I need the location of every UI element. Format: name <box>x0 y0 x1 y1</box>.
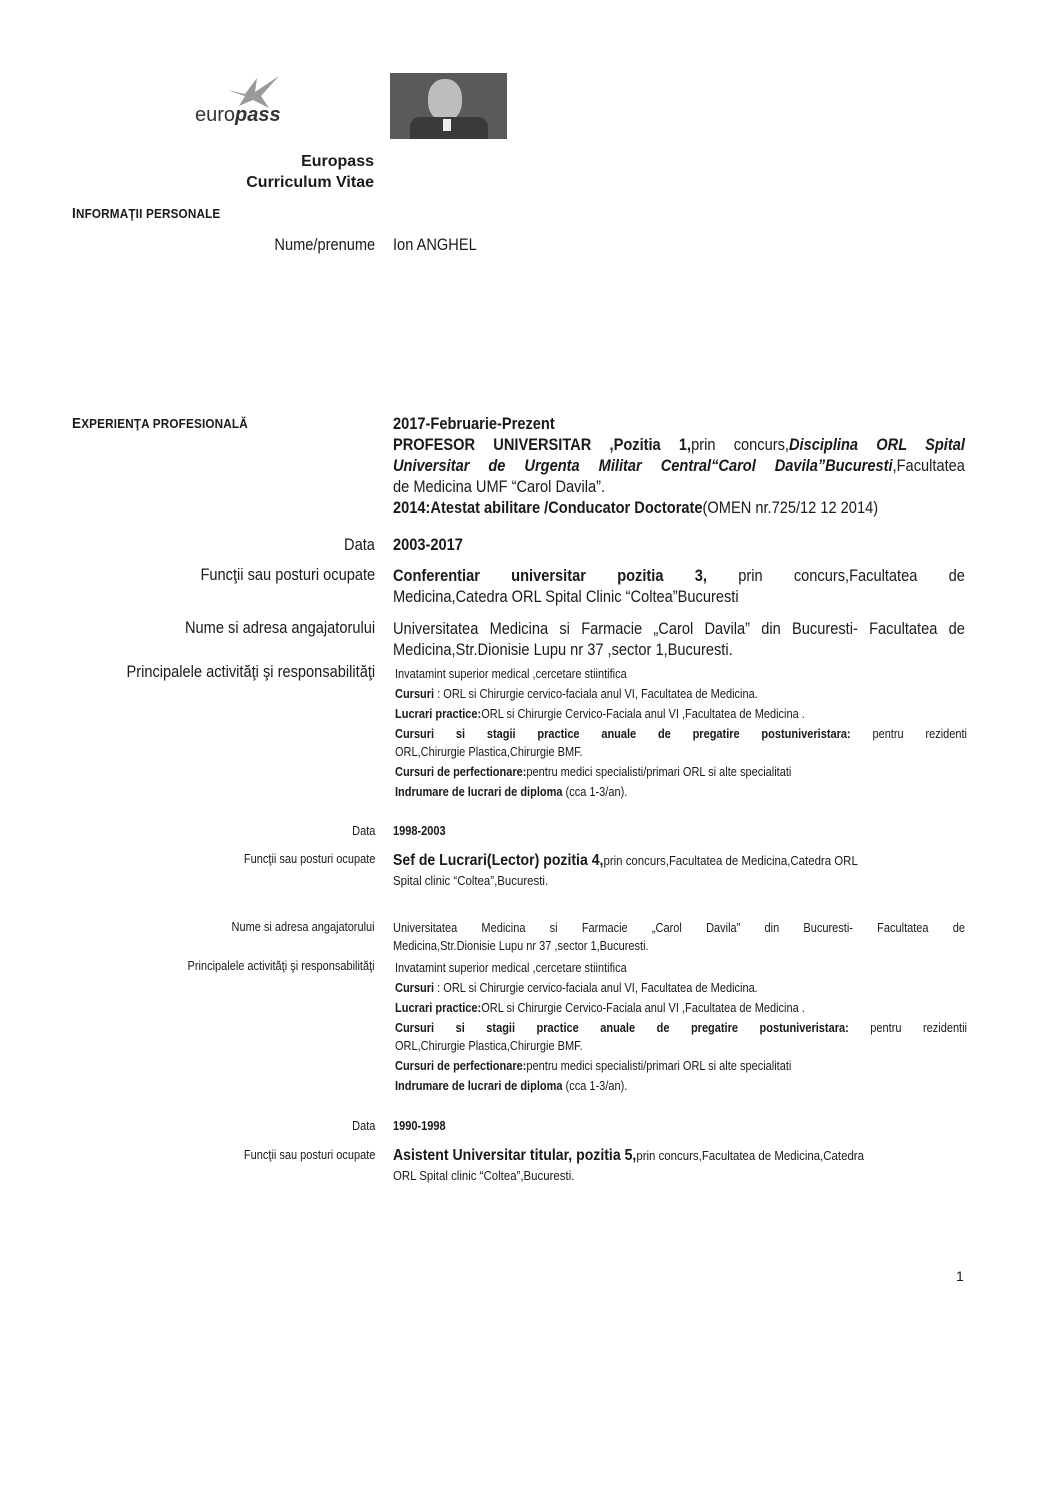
profile-photo <box>390 73 507 139</box>
job3-positions <box>393 1145 965 1186</box>
act-line: ORL,Chirurgie Plastica,Chirurgie BMF. <box>395 1039 583 1053</box>
act-line <box>395 762 967 782</box>
t: ORL si Chirurgie Cervico-Faciala anul VI ,Facultatea de Medicina . <box>481 1001 805 1015</box>
t: (cca 1-3/an). <box>562 785 628 799</box>
pos-line <box>393 850 965 871</box>
section-experience <box>72 415 248 432</box>
emp-line: Universitatea Medicina si Farmacie „Carol Davila” din Bucuresti- Facultatea de <box>393 921 965 935</box>
europass-logo <box>195 72 305 132</box>
t: Disciplina ORL Spital <box>788 435 965 454</box>
job3-positions-label: Funcţii sau posturi ocupate <box>243 1148 375 1162</box>
t: Cursuri si stagii practice anuale de pregatire postuniveristara: <box>395 727 851 741</box>
t: prin concurs,Facultatea de <box>706 566 965 585</box>
t: prin concurs, <box>691 435 789 454</box>
act-line <box>395 998 967 1018</box>
pos-line: ORL Spital clinic “Coltea”,Bucuresti. <box>393 1168 575 1183</box>
act-line <box>395 704 967 724</box>
section-rest: XPERIENŢA PROFESIONALĂ <box>81 416 248 431</box>
t: (cca 1-3/an). <box>562 1079 628 1093</box>
job1-date-label: Data <box>344 535 375 554</box>
job1-positions-label: Funcţii sau posturi ocupate <box>200 565 375 584</box>
t: Cursuri de perfectionare: <box>395 1059 527 1073</box>
t: Cursuri <box>395 687 435 701</box>
job1-positions <box>393 565 965 607</box>
job2-employer <box>393 918 965 956</box>
act-line: Invatamint superior medical ,cercetare stiintifica <box>395 961 627 975</box>
t: Cursuri <box>395 981 435 995</box>
act-line <box>395 684 967 704</box>
t: Universitar de Urgenta Militar Central“Carol Davila”Bucuresti <box>393 456 893 475</box>
t: Lucrari practice: <box>395 707 482 721</box>
act-line <box>395 1056 967 1076</box>
t: Conferentiar universitar pozitia 3, <box>393 566 707 585</box>
job1-employer <box>393 618 965 660</box>
t: Asistent Universitar titular, pozitia 5, <box>393 1147 637 1164</box>
act-line: ORL,Chirurgie Plastica,Chirurgie BMF. <box>395 745 583 759</box>
pos-line: Spital clinic “Coltea”,Bucuresti. <box>393 873 549 888</box>
t: Sef de Lucrari(Lector) pozitia 4, <box>393 852 604 869</box>
job2-positions-label: Funcţii sau posturi ocupate <box>243 852 375 866</box>
t: prin concurs,Facultatea de Medicina,Catedra ORL <box>603 853 858 868</box>
t: Pozitia 1, <box>613 435 692 454</box>
job2-date: 1998-2003 <box>393 824 446 838</box>
t: Indrumare de lucrari de diploma <box>395 785 563 799</box>
section-rest: NFORMAŢII PERSONALE <box>75 206 221 221</box>
page-number: 1 <box>956 1268 964 1284</box>
section-personal-info <box>72 205 220 222</box>
job1-activities-label: Principalele activităţi şi responsabilităţi <box>126 662 375 681</box>
section-cap: E <box>72 415 82 432</box>
job1-employer-label: Nume si adresa angajatorului <box>184 618 375 637</box>
t: Cursuri de perfectionare: <box>395 765 527 779</box>
t: ,Facultatea <box>892 456 965 475</box>
emp-line: Universitatea Medicina si Farmacie „Carol Davila” din Bucuresti- Facultatea de <box>393 619 965 638</box>
t: pentru rezidentii <box>848 1021 968 1035</box>
act-line <box>395 1076 967 1096</box>
job2-activities-label: Principalele activităţi şi responsabilităţi <box>187 959 375 973</box>
job2-employer-label: Nume si adresa angajatorului <box>231 920 375 934</box>
current-line-3: de Medicina UMF “Carol Davila”. <box>393 477 606 496</box>
job1-activities <box>395 664 967 802</box>
name-value: Ion ANGHEL <box>393 235 477 254</box>
current-line-4 <box>393 497 965 518</box>
logo-text-bold: pass <box>235 104 281 126</box>
act-line <box>395 978 967 998</box>
emp-line: Medicina,Str.Dionisie Lupu nr 37 ,sector 1,Bucuresti. <box>393 939 649 953</box>
current-position <box>393 413 965 518</box>
job1-date: 2003-2017 <box>393 535 463 554</box>
t: Indrumare de lucrari de diploma <box>395 1079 563 1093</box>
act-line <box>395 1018 967 1038</box>
t: prin concurs,Facultatea de Medicina,Catedra <box>636 1148 864 1163</box>
section-cap: I <box>72 205 76 222</box>
t: ORL si Chirurgie Cervico-Faciala anul VI ,Facultatea de Medicina . <box>481 707 805 721</box>
t: : ORL si Chirurgie cervico-faciala anul VI, Facultatea de Medicina. <box>434 687 758 701</box>
name-label: Nume/prenume <box>274 235 375 254</box>
job2-date-label: Data <box>351 824 375 838</box>
emp-line: Medicina,Str.Dionisie Lupu nr 37 ,sector 1,Bucuresti. <box>393 640 733 659</box>
t: pentru medici specialisti/primari ORL si alte specialitati <box>526 1059 792 1073</box>
current-line-2 <box>393 455 965 476</box>
pos-line <box>393 565 965 586</box>
t: pentru medici specialisti/primari ORL si alte specialitati <box>526 765 792 779</box>
pos-line: Medicina,Catedra ORL Spital Clinic “Coltea”Bucuresti <box>393 587 739 606</box>
cv-title-europass: Europass <box>301 153 374 170</box>
t: (OMEN nr.725/12 12 2014) <box>702 498 879 517</box>
current-line-1 <box>393 434 965 455</box>
cv-title-curriculum-vitae: Curriculum Vitae <box>246 174 374 191</box>
job2-positions <box>393 850 965 891</box>
logo-text: euro <box>195 104 236 126</box>
act-line <box>395 724 967 744</box>
job3-date-label: Data <box>351 1119 375 1133</box>
t: pentru rezidenti <box>850 727 968 741</box>
current-date: 2017-Februarie-Prezent <box>393 414 555 433</box>
job3-date: 1990-1998 <box>393 1119 446 1133</box>
pos-line <box>393 1145 965 1166</box>
t: Lucrari practice: <box>395 1001 482 1015</box>
t: : ORL si Chirurgie cervico-faciala anul VI, Facultatea de Medicina. <box>434 981 758 995</box>
t: Cursuri si stagii practice anuale de pregatire postuniveristara: <box>395 1021 849 1035</box>
act-line <box>395 782 967 802</box>
t: 2014:Atestat abilitare /Conducator Doctorate <box>393 498 703 517</box>
act-line: Invatamint superior medical ,cercetare stiintifica <box>395 667 627 681</box>
job2-activities <box>395 958 967 1096</box>
t: PROFESOR UNIVERSITAR , <box>393 435 614 454</box>
